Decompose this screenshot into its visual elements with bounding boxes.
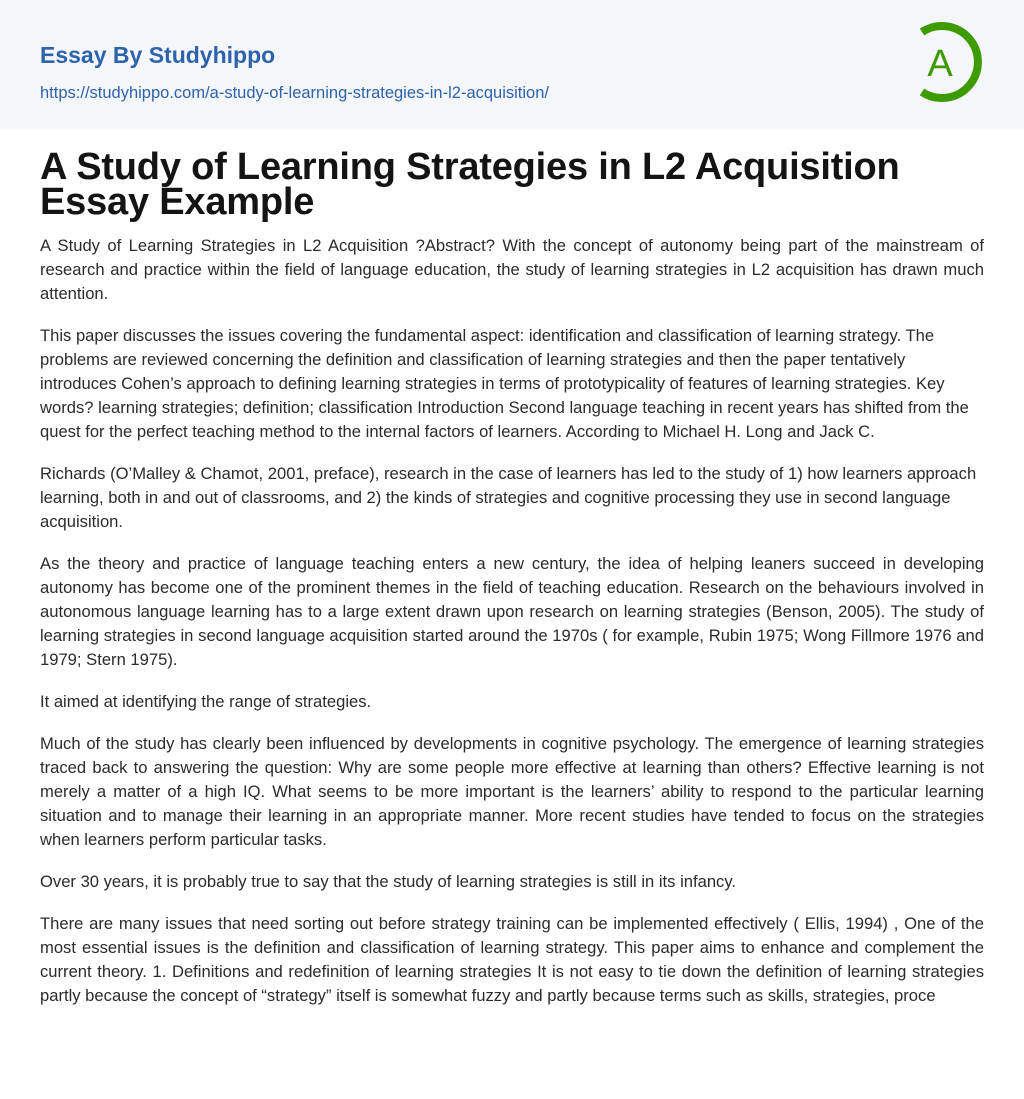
paragraph: As the theory and practice of language teaching enters a new century, the idea of helping leaners succeed in developing autonomy has become one of the prominent themes in the field of teaching education. Research on the behaviours involved in autonomous language learning has to a large extent drawn upon research on learning strategies (Benson, 2005). The study of learning strategies in second language acquisition started around the 1970s ( for example, Rubin 1975; Wong Fillmore 1976 and 1979; Stern 1975). bbox=[40, 554, 984, 669]
site-brand[interactable]: Essay By Studyhippo bbox=[40, 42, 276, 68]
site-header bbox=[0, 0, 1024, 129]
paragraph: Richards (O’Malley & Chamot, 2001, preface), research in the case of learners has led to the study of 1) how learners approach learning, both in and out of classrooms, and 2) the kinds of strategies and cognitive processing they use in second language acquisition. bbox=[40, 464, 977, 531]
paragraph: This paper discusses the issues covering the fundamental aspect: identification and classification of learning strategy. The problems are reviewed concerning the definition and classification of learning strategies and then the paper tentatively introduces Cohen’s approach to defining learning strategies in terms of prototypicality of features of learning strategies. Key words? learning strategies; definition; classification Introduction Second language teaching in recent years has shifted from the quest for the perfect teaching method to the internal factors of learners. According to Michael H. Long and Jack C. bbox=[40, 326, 969, 441]
svg-text:A: A bbox=[927, 43, 953, 85]
paragraph: There are many issues that need sorting out before strategy training can be implemented effectively ( Ellis, 1994) , One of the most essential issues is the definition and classification of learning strategy. This paper aims to enhance and complement the current theory. 1. Definitions and redefinition of learning strategies It is not easy to tie down the definition of learning strategies partly because the concept of “strategy” itself is somewhat fuzzy and partly because terms such as skills, strategies, proce bbox=[40, 914, 984, 1005]
page-title: A Study of Learning Strategies in L2 Acquisition Essay Example bbox=[40, 146, 900, 223]
paragraph: It aimed at identifying the range of strategies. bbox=[40, 692, 372, 711]
page-url-link[interactable]: https://studyhippo.com/a-study-of-learning-strategies-in-l2-acquisition/ bbox=[40, 84, 549, 102]
essay-body bbox=[40, 234, 984, 1026]
paragraph: A Study of Learning Strategies in L2 Acquisition ?Abstract? With the concept of autonomy being part of the mainstream of research and practice within the field of language education, the study of learning strategies in L2 acquisition has drawn much attention. bbox=[40, 236, 984, 303]
paragraph: Over 30 years, it is probably true to say that the study of learning strategies is still in its infancy. bbox=[40, 872, 737, 891]
paragraph: Much of the study has clearly been influenced by developments in cognitive psychology. The emergence of learning strategies traced back to answering the question: Why are some people more effective at learning than others? Effective learning is not merely a matter of a high IQ. What seems to be more important is the learners’ ability to respond to the particular learning situation and to manage their learning in an appropriate manner. More recent studies have tended to focus on the strategies when learners perform particular tasks. bbox=[40, 734, 984, 849]
studyhippo-logo-icon[interactable] bbox=[912, 20, 986, 104]
